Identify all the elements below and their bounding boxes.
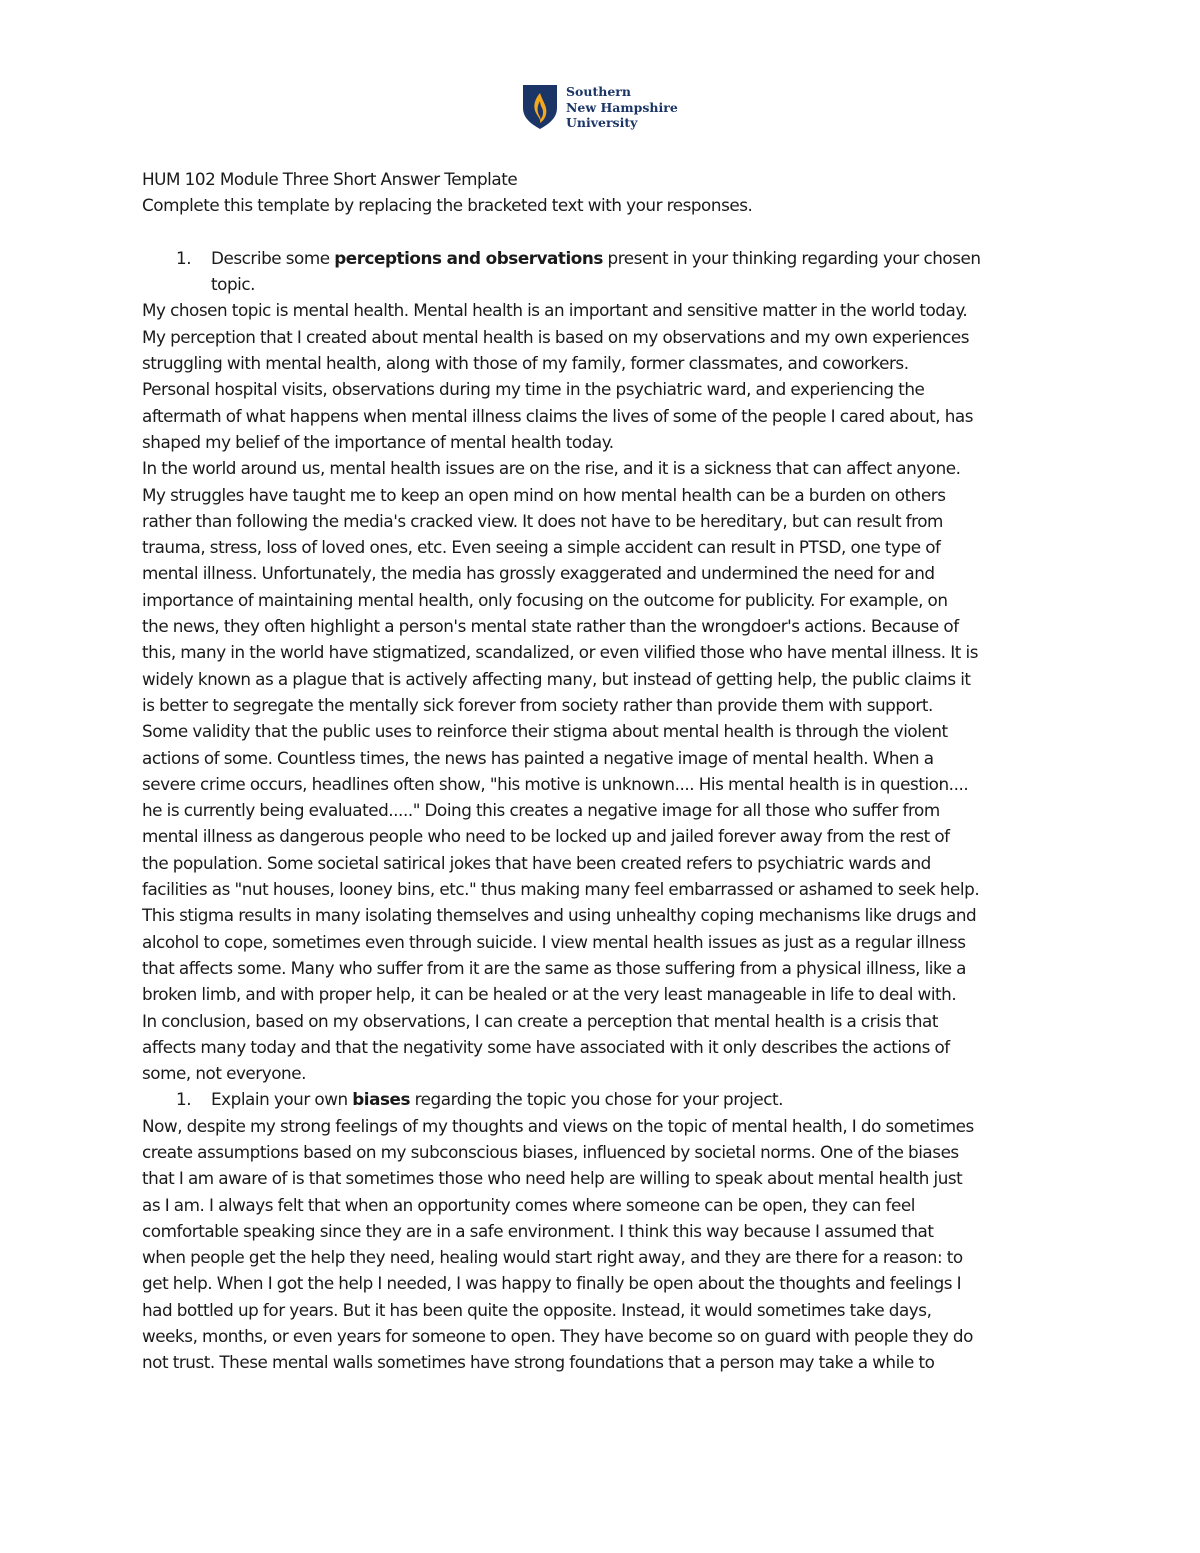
paragraph-line: is better to segregate the mentally sick forever from society rather than provide them with support. bbox=[142, 694, 933, 715]
paragraph-line: actions of some. Countless times, the news has painted a negative image of mental health. When a bbox=[142, 747, 934, 768]
paragraph-line: importance of maintaining mental health, only focusing on the outcome for publicity. For example, on bbox=[142, 589, 948, 610]
logo-line-2: New Hampshire bbox=[566, 99, 678, 115]
paragraph-line: Personal hospital visits, observations during my time in the psychiatric ward, and experiencing the bbox=[142, 379, 925, 400]
paragraph-line: that I am aware of is that sometimes those who need help are willing to speak about mental health just bbox=[142, 1168, 963, 1189]
question-2 bbox=[142, 1086, 1072, 1112]
question-1-continuation: topic. bbox=[211, 274, 256, 295]
question-1-term: perceptions and observations bbox=[334, 247, 603, 268]
question-1 bbox=[142, 245, 1072, 271]
question-2-number: 1. bbox=[176, 1089, 192, 1110]
paragraph-line: widely known as a plague that is actively affecting many, but instead of getting help, the public claims it bbox=[142, 668, 971, 689]
paragraph-line: as I am. I always felt that when an opportunity comes where someone can be open, they can feel bbox=[142, 1194, 915, 1215]
paragraph-line: My perception that I created about mental health is based on my observations and my own experiences bbox=[142, 326, 970, 347]
question-1-text-before: Describe some bbox=[211, 247, 335, 268]
paragraph-line: that affects some. Many who suffer from it are the same as those suffering from a physical illness, like a bbox=[142, 957, 966, 978]
paragraph-line: had bottled up for years. But it has been quite the opposite. Instead, it would sometimes take days, bbox=[142, 1299, 932, 1320]
paragraph-line: In conclusion, based on my observations, I can create a perception that mental health is a crisis that bbox=[142, 1010, 938, 1031]
flame-shield-icon bbox=[522, 84, 558, 130]
paragraph-line: comfortable speaking since they are in a safe environment. I think this way because I assumed that bbox=[142, 1220, 934, 1241]
question-1-number: 1. bbox=[176, 247, 192, 268]
paragraph-line: alcohol to cope, sometimes even through suicide. I view mental health issues as just as a regular illness bbox=[142, 931, 966, 952]
question-2-term: biases bbox=[352, 1089, 410, 1110]
university-logo bbox=[522, 84, 678, 131]
paragraph-line: not trust. These mental walls sometimes have strong foundations that a person may take a while to bbox=[142, 1352, 935, 1373]
university-wordmark bbox=[566, 84, 678, 131]
paragraph-line: trauma, stress, loss of loved ones, etc. Even seeing a simple accident can result in PTSD, one type of bbox=[142, 537, 941, 558]
question-2-text-after: regarding the topic you chose for your project. bbox=[410, 1089, 784, 1110]
paragraph-line: some, not everyone. bbox=[142, 1063, 306, 1084]
paragraph-line: Now, despite my strong feelings of my thoughts and views on the topic of mental health, I do sometimes bbox=[142, 1115, 974, 1136]
paragraph-line: weeks, months, or even years for someone to open. They have become so on guard with people they do bbox=[142, 1326, 973, 1347]
paragraph-line: My struggles have taught me to keep an open mind on how mental health can be a burden on others bbox=[142, 484, 946, 505]
paragraph-line: Some validity that the public uses to reinforce their stigma about mental health is through the violent bbox=[142, 721, 948, 742]
paragraph-line: facilities as "nut houses, looney bins, etc." thus making many feel embarrassed or ashamed to seek help. bbox=[142, 879, 980, 900]
paragraph-line: In the world around us, mental health issues are on the rise, and it is a sickness that can affect anyone. bbox=[142, 458, 961, 479]
paragraph-line: when people get the help they need, healing would start right away, and they are there for a reason: to bbox=[142, 1247, 963, 1268]
template-instructions: Complete this template by replacing the bracketed text with your responses. bbox=[142, 195, 753, 216]
document-title: HUM 102 Module Three Short Answer Template bbox=[142, 169, 518, 189]
paragraph-line: struggling with mental health, along with those of my family, former classmates, and coworkers. bbox=[142, 353, 909, 374]
paragraph-line: get help. When I got the help I needed, I was happy to finally be open about the thoughts and feelings I bbox=[142, 1273, 962, 1294]
document-body bbox=[142, 166, 1072, 1376]
paragraph-line: My chosen topic is mental health. Mental health is an important and sensitive matter in the world today. bbox=[142, 300, 968, 321]
logo-line-1: Southern bbox=[566, 84, 631, 99]
answer-2 bbox=[142, 1113, 1072, 1376]
paragraph-line: create assumptions based on my subconscious biases, influenced by societal norms. One of the biases bbox=[142, 1141, 959, 1162]
paragraph-line: he is currently being evaluated....." Doing this creates a negative image for all those who suffer from bbox=[142, 800, 940, 821]
answer-1 bbox=[142, 297, 1072, 1086]
paragraph-line: broken limb, and with proper help, it can be healed or at the very least manageable in life to deal with. bbox=[142, 984, 957, 1005]
paragraph-line: severe crime occurs, headlines often show, "his motive is unknown.... His mental health is in question.... bbox=[142, 773, 969, 794]
paragraph-line: the news, they often highlight a person's mental state rather than the wrongdoer's actions. Because of bbox=[142, 616, 959, 637]
paragraph-line: shaped my belief of the importance of mental health today. bbox=[142, 431, 614, 452]
paragraph-line: This stigma results in many isolating themselves and using unhealthy coping mechanisms like drugs and bbox=[142, 905, 977, 926]
logo-line-3: University bbox=[566, 115, 638, 130]
paragraph-line: this, many in the world have stigmatized, scandalized, or even vilified those who have mental illness. It is bbox=[142, 642, 978, 663]
paragraph-line: rather than following the media's cracked view. It does not have to be hereditary, but can result from bbox=[142, 510, 943, 531]
paragraph-line: affects many today and that the negativity some have associated with it only describes the actions of bbox=[142, 1036, 950, 1057]
paragraph-line: mental illness. Unfortunately, the media has grossly exaggerated and undermined the need for and bbox=[142, 563, 935, 584]
question-1-text-after: present in your thinking regarding your chosen bbox=[602, 247, 981, 268]
paragraph-line: the population. Some societal satirical jokes that have been created refers to psychiatric wards and bbox=[142, 852, 931, 873]
paragraph-line: aftermath of what happens when mental illness claims the lives of some of the people I cared about, has bbox=[142, 405, 974, 426]
question-2-text-before: Explain your own bbox=[211, 1089, 353, 1110]
paragraph-line: mental illness as dangerous people who need to be locked up and jailed forever away from the rest of bbox=[142, 826, 950, 847]
blank-line bbox=[142, 219, 1072, 245]
